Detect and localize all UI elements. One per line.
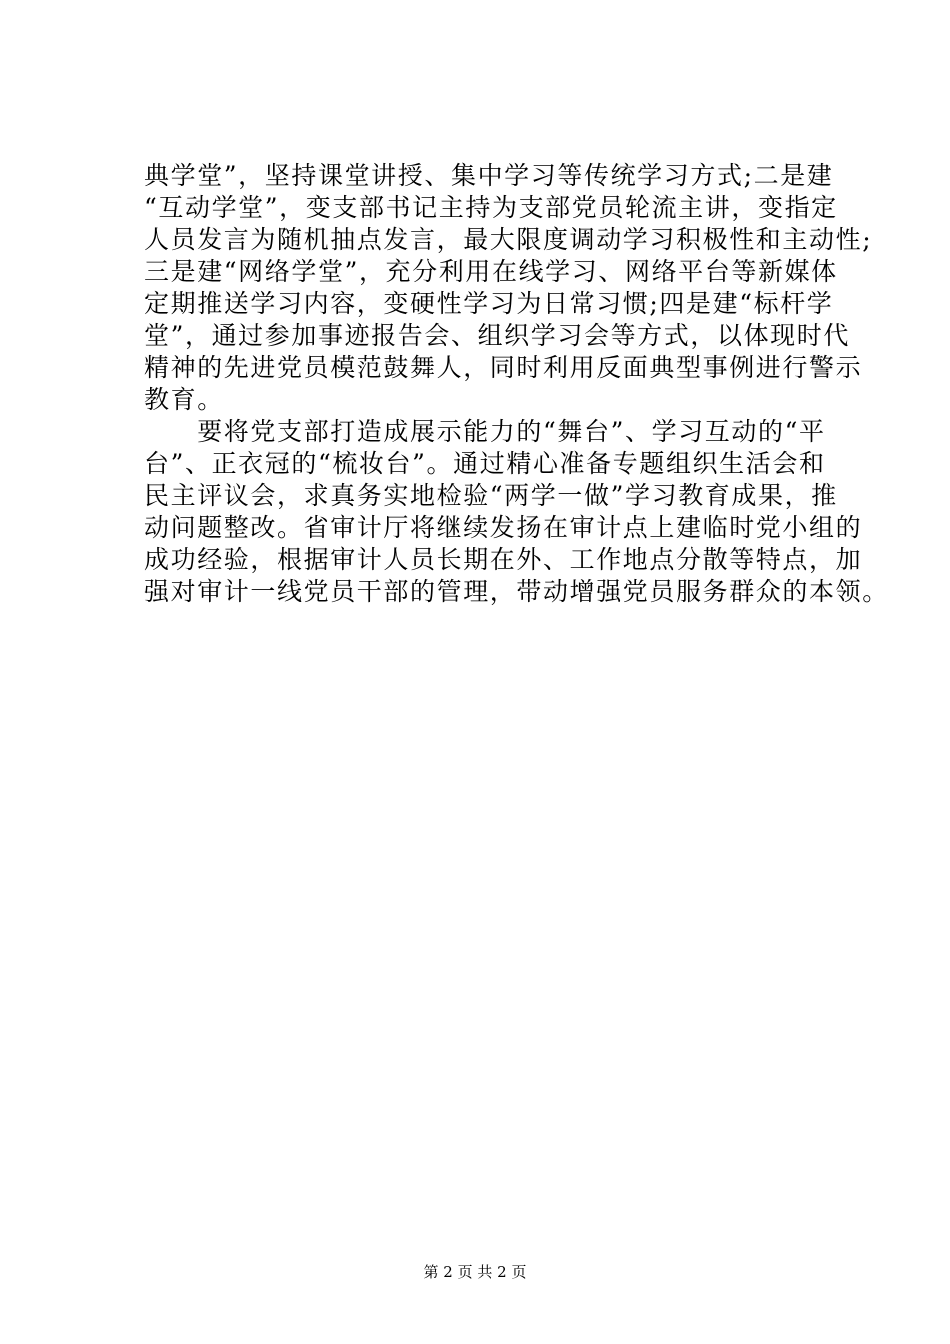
- text-line: 成功经验，根据审计人员长期在外、工作地点分散等特点，加: [144, 545, 863, 574]
- text-line: 民主评议会，求真务实地检验“两学一做”学习教育成果，推: [144, 481, 838, 510]
- text-line: 堂”，通过参加事迹报告会、组织学习会等方式，以体现时代: [144, 321, 850, 350]
- text-line: 精神的先进党员模范鼓舞人，同时利用反面典型事例进行警示: [144, 353, 863, 382]
- page-number-footer: 第 2 页 共 2 页: [423, 1263, 527, 1281]
- text-line: 三是建“网络学堂”，充分利用在线学习、网络平台等新媒体: [144, 257, 838, 286]
- text-line: 动问题整改。省审计厅将继续发扬在审计点上建临时党小组的: [144, 513, 863, 542]
- text-line: “互动学堂”，变支部书记主持为支部党员轮流主讲，变指定: [144, 193, 838, 222]
- body-text: [144, 160, 889, 608]
- text-line: 人员发言为随机抽点发言，最大限度调动学习积极性和主动性;: [144, 225, 873, 254]
- text-line: 强对审计一线党员干部的管理，带动增强党员服务群众的本领。: [144, 577, 889, 606]
- text-line: 典学堂”，坚持课堂讲授、集中学习等传统学习方式;二是建: [144, 161, 834, 190]
- text-line: 教育。: [144, 385, 224, 414]
- text-line: 台”、正衣冠的“梳妆台”。通过精心准备专题组织生活会和: [144, 449, 826, 478]
- text-line: 要将党支部打造成展示能力的“舞台”、学习互动的“平: [144, 417, 826, 446]
- text-line: 定期推送学习内容，变硬性学习为日常习惯;四是建“标杆学: [144, 289, 834, 318]
